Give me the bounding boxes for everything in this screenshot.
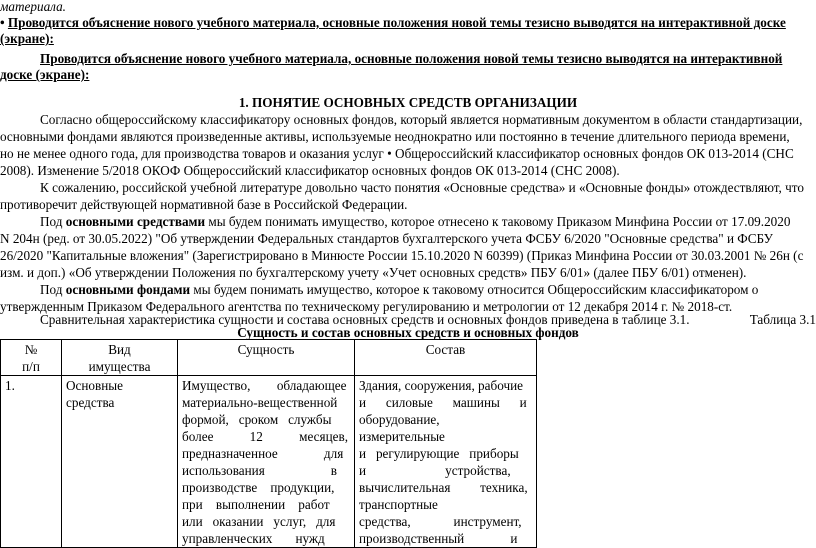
heading-a-text: Проводится объяснение нового учебного материала, основные положения новой темы тезисно выводятся на интерактивной доске: [7, 15, 786, 30]
paragraph-line: противоречит действующей нормативной базе в Российской Федерации.: [0, 197, 408, 212]
cell-essence: [178, 376, 355, 548]
header-cell-essence: Сущность: [178, 340, 355, 376]
cell-composition: [355, 376, 537, 548]
cell-kind: Основные средства: [62, 376, 178, 548]
section-title: 1. ПОНЯТИЕ ОСНОВНЫХ СРЕДСТВ ОРГАНИЗАЦИИ: [238, 95, 578, 110]
paragraph-line: основными фондами являются произведенные активы, используемые неоднократно или постоянно в течение длительного периода времени,: [0, 129, 790, 144]
text-fragment: мы будем понимать имущество, которое отнесено к таковому Приказом Минфина России от 17.09.2020: [208, 214, 791, 229]
table-label: Таблица 3.1: [749, 312, 816, 327]
table-header-row: [1, 340, 537, 376]
cell-line: предназначенное для: [182, 446, 344, 461]
cell-line: и регулирующие приборы: [359, 446, 519, 461]
cell-line: более 12 месяцев,: [182, 429, 349, 444]
paragraph-line: Согласно общероссийскому классификатору основных фондов, который является нормативным документом в области стандартизации,: [40, 112, 803, 127]
paragraph-line: изм. и доп.) «Об утверждении Положения по бухгалтерскому учету «Учет основных средств» ПБУ 6/01» (далее ПБУ 6/01) отменен).: [0, 265, 747, 280]
cell-line: или оказании услуг, для: [182, 514, 336, 529]
cell-line: материально-вещественной: [182, 395, 338, 410]
bullet-icon: •: [0, 15, 5, 30]
paragraph-line: [40, 213, 790, 230]
term-bold: основными фондами: [65, 282, 191, 297]
heading-b-line1: Проводится объяснение нового учебного материала, основные положения новой темы тезисно выводятся на интерактивной: [40, 51, 783, 66]
header-cell-kind: Вид имущества: [62, 340, 178, 376]
paragraph-line: Сравнительная характеристика сущности и состава основных средств и основных фондов приведена в таблице 3.1.: [40, 312, 690, 327]
header-cell-number: № п/п: [1, 340, 62, 376]
text-fragment: мы будем понимать имущество, которое к таковому относится Общероссийским классификатором о: [193, 282, 759, 297]
table-title: Сущность и состав основных средств и основных фондов: [237, 325, 579, 340]
paragraph-line: 26/2020 "Капитальные вложения" (Зарегистрировано в Минюсте России 15.10.2020 N 60399) (Приказ Минфина России от 30.03.2001 № 26н (с: [0, 248, 804, 263]
paragraph-line: [40, 281, 758, 298]
cell-line: Имущество, обладающее: [182, 378, 347, 393]
table-row: [1, 376, 537, 548]
cell-line: измерительные: [359, 429, 445, 444]
cell-line: транспортные: [359, 497, 438, 512]
cell-number: 1.: [1, 376, 62, 548]
term-bold: основными средствами: [65, 214, 206, 229]
text-fragment: Под: [40, 214, 63, 229]
cell-line: производстве продукции,: [182, 480, 335, 495]
cell-line: формой, сроком службы: [182, 412, 332, 427]
paragraph-line: но не менее одного года, для производства товаров и оказания услуг • Общероссийский классификатор основных фондов ОК 013-2014 (СНС: [0, 146, 794, 161]
cell-line: и силовые машины и: [359, 395, 527, 410]
cell-line: и устройства,: [359, 463, 511, 478]
cell-line: управленческих нужд: [182, 531, 325, 546]
paragraph-line: 2008). Изменение 5/2018 ОКОФ Общероссийский классификатор основных фондов ОК 013-2014 (СНС 2008).: [0, 163, 620, 178]
heading-a-line1: [0, 14, 786, 31]
cell-line: вычислительная техника,: [359, 480, 528, 495]
comparison-table: [0, 339, 537, 548]
cell-line: использования в: [182, 463, 337, 478]
cell-line: производственный и: [359, 531, 518, 546]
heading-a-line2: (экране):: [0, 31, 54, 46]
paragraph-line: К сожалению, российской учебной литературе довольно часто понятия «Основные средства» и «Основные фонды» отождествляют, что: [40, 180, 804, 195]
cell-line: оборудование,: [359, 412, 440, 427]
paragraph-line: N 204н (ред. от 30.05.2022) "Об утверждении Федеральных стандартов бухгалтерского учета ФСБУ 6/2020 "Основные средства" и ФСБУ: [0, 231, 773, 246]
text-fragment: Под: [40, 282, 63, 297]
header-cell-composition: Состав: [355, 340, 537, 376]
cell-line: Здания, сооружения, рабочие: [359, 378, 524, 393]
heading-b-line2: доске (экране):: [0, 67, 90, 82]
cell-line: средства, инструмент,: [359, 514, 522, 529]
cell-line: при выполнении работ: [182, 497, 330, 512]
paragraph-line: утвержденным Приказом Федерального агентства по техническому регулированию и метрологии от 12 декабря 2014 г. № 2018-ст.: [0, 299, 733, 314]
text-line: материала.: [0, 0, 66, 14]
